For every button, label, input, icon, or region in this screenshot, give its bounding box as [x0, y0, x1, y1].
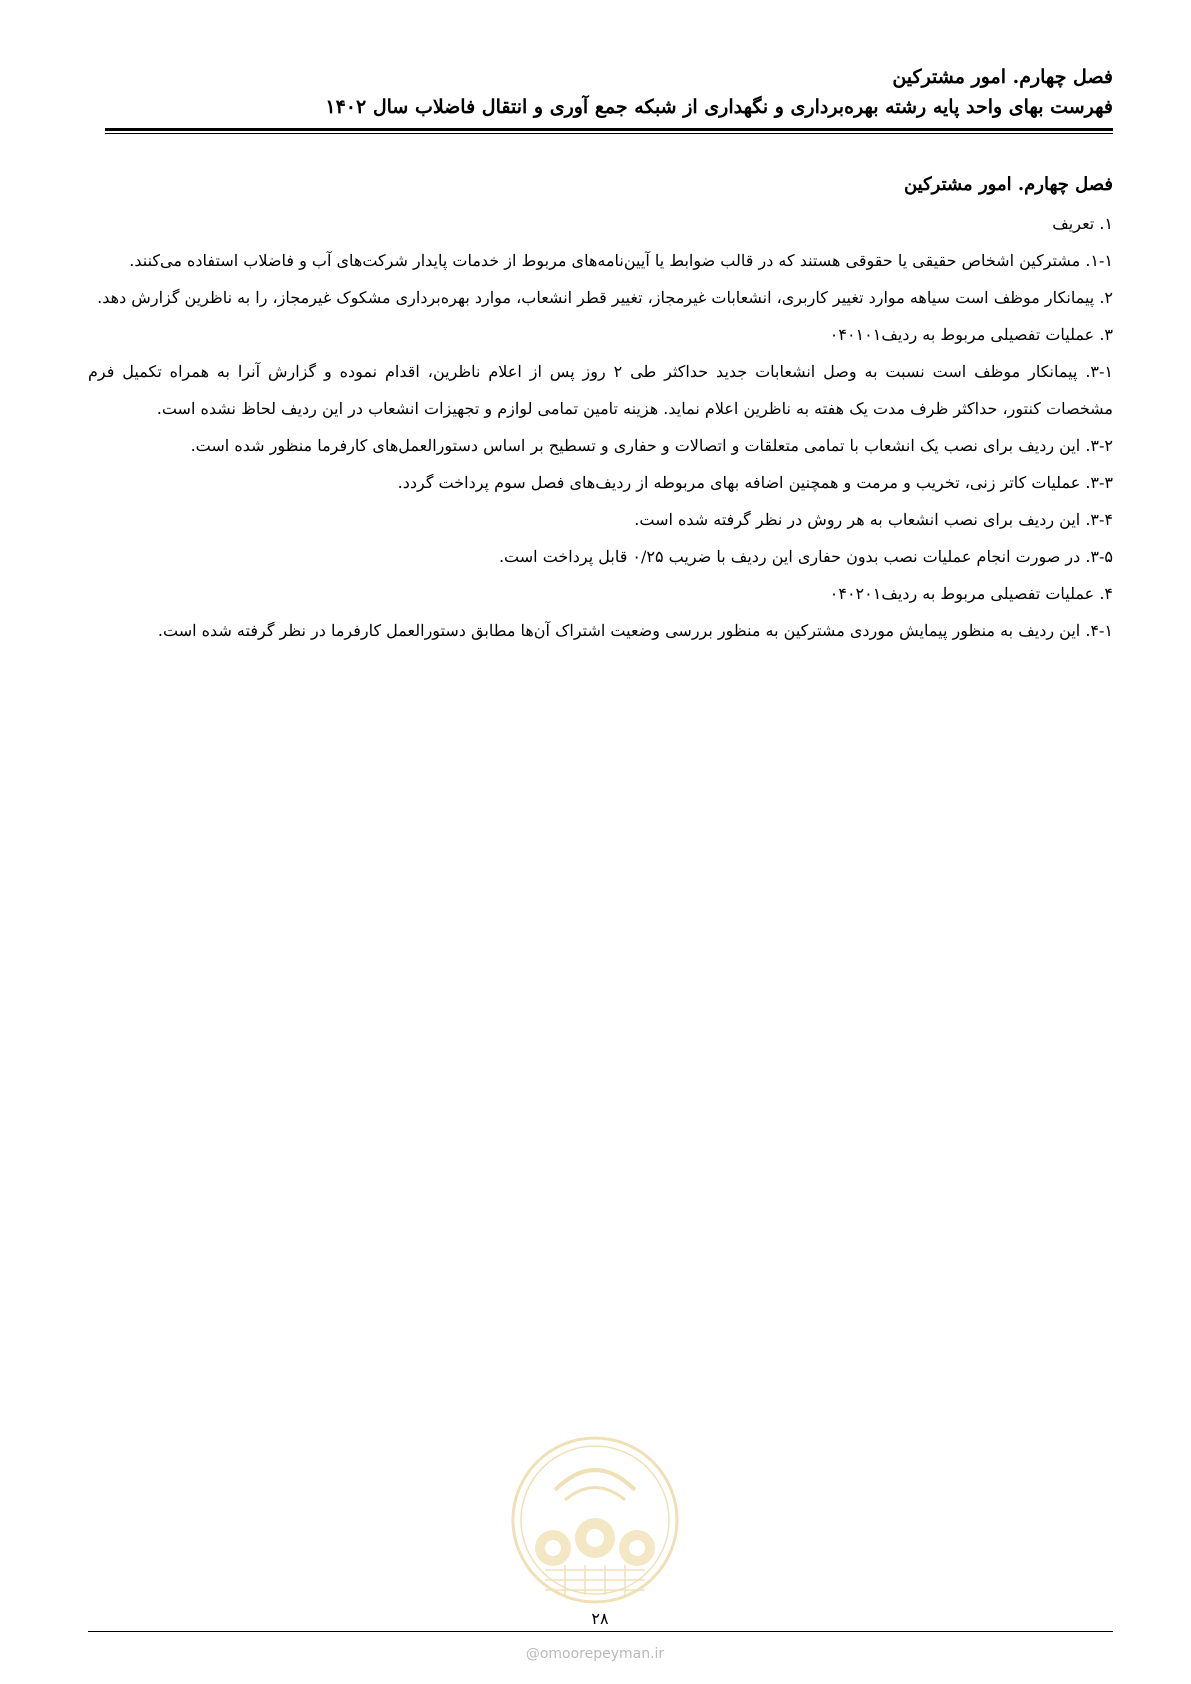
body-content	[88, 165, 1113, 649]
page-header	[105, 62, 1113, 122]
header-rule-thick	[105, 128, 1113, 131]
section-title: فصل چهارم. امور مشترکین	[903, 174, 1113, 195]
watermark-logo-icon	[505, 1430, 685, 1610]
paragraph-3-5: ۳-۵. در صورت انجام عملیات نصب بدون حفاری این ردیف با ضریب ۰/۲۵ قابل پرداخت است.	[498, 547, 1113, 566]
paragraph-3-4: ۳-۴. این ردیف برای نصب انشعاب به هر روش در نظر گرفته شده است.	[634, 510, 1113, 529]
paragraph-4-1: ۴-۱. این ردیف به منظور پیمایش موردی مشترکین به منظور بررسی وضعیت اشتراک آن‌ها مطابق دستورالعمل کارفرما در نظر گرفته شده است.	[157, 621, 1113, 640]
website-watermark: @omoorepeyman.ir	[525, 1646, 665, 1662]
paragraph-definition-heading: ۱. تعریف	[1052, 214, 1113, 233]
paragraph-1-1: ۱-۱. مشترکین اشخاص حقیقی یا حقوقی هستند که در قالب ضوابط یا آیین‌نامه‌های مربوط از خدمات پایدار شرکت‌های آب و فاضلاب استفاده می‌کنند.	[129, 251, 1113, 270]
paragraph-3-1: ۳-۱. پیمانکار موظف است نسبت به وصل انشعابات جدید حداکثر طی ۲ روز پس از اعلام ناظرین، اقدام نموده و گزارش آنرا به همراه تکمیل فرم مشخصات کنتور، حداکثر ظرف مدت یک هفته به ناظرین اعلام نماید. هزینه تامین تمامی لوازم و تجهیزات انشعاب در این ردیف لحاظ نشده است.	[88, 362, 1114, 418]
paragraph-3-3: ۳-۳. عملیات کاتر زنی، تخریب و مرمت و همچنین اضافه بهای مربوطه از ردیف‌های فصل سوم پرداخت گردد.	[397, 473, 1113, 492]
footer-rule	[88, 1631, 1113, 1632]
header-rule-thin	[105, 133, 1113, 134]
header-list-title: فهرست بهای واحد پایه رشته بهره‌برداری و نگهداری از شبکه جمع آوری و انتقال فاضلاب سال ۱۴۰۲	[325, 96, 1113, 118]
paragraph-2: ۲. پیمانکار موظف است سیاهه موارد تغییر کاربری، انشعابات غیرمجاز، تغییر قطر انشعاب، موارد بهره‌برداری مشکوک غیرمجاز، را به ناظرین گزارش دهد.	[97, 288, 1113, 307]
header-chapter-title: فصل چهارم. امور مشترکین	[892, 66, 1113, 88]
paragraph-3-heading: ۳. عملیات تفصیلی مربوط به ردیف۰۴۰۱۰۱	[829, 325, 1113, 344]
page-number: ۲۸	[591, 1609, 609, 1628]
paragraph-3-2: ۳-۲. این ردیف برای نصب یک انشعاب با تمامی متعلقات و اتصالات و حفاری و تسطیح بر اساس دستورالعمل‌های کارفرما منظور شده است.	[190, 436, 1113, 455]
paragraph-4-heading: ۴. عملیات تفصیلی مربوط به ردیف۰۴۰۲۰۱	[829, 584, 1113, 603]
